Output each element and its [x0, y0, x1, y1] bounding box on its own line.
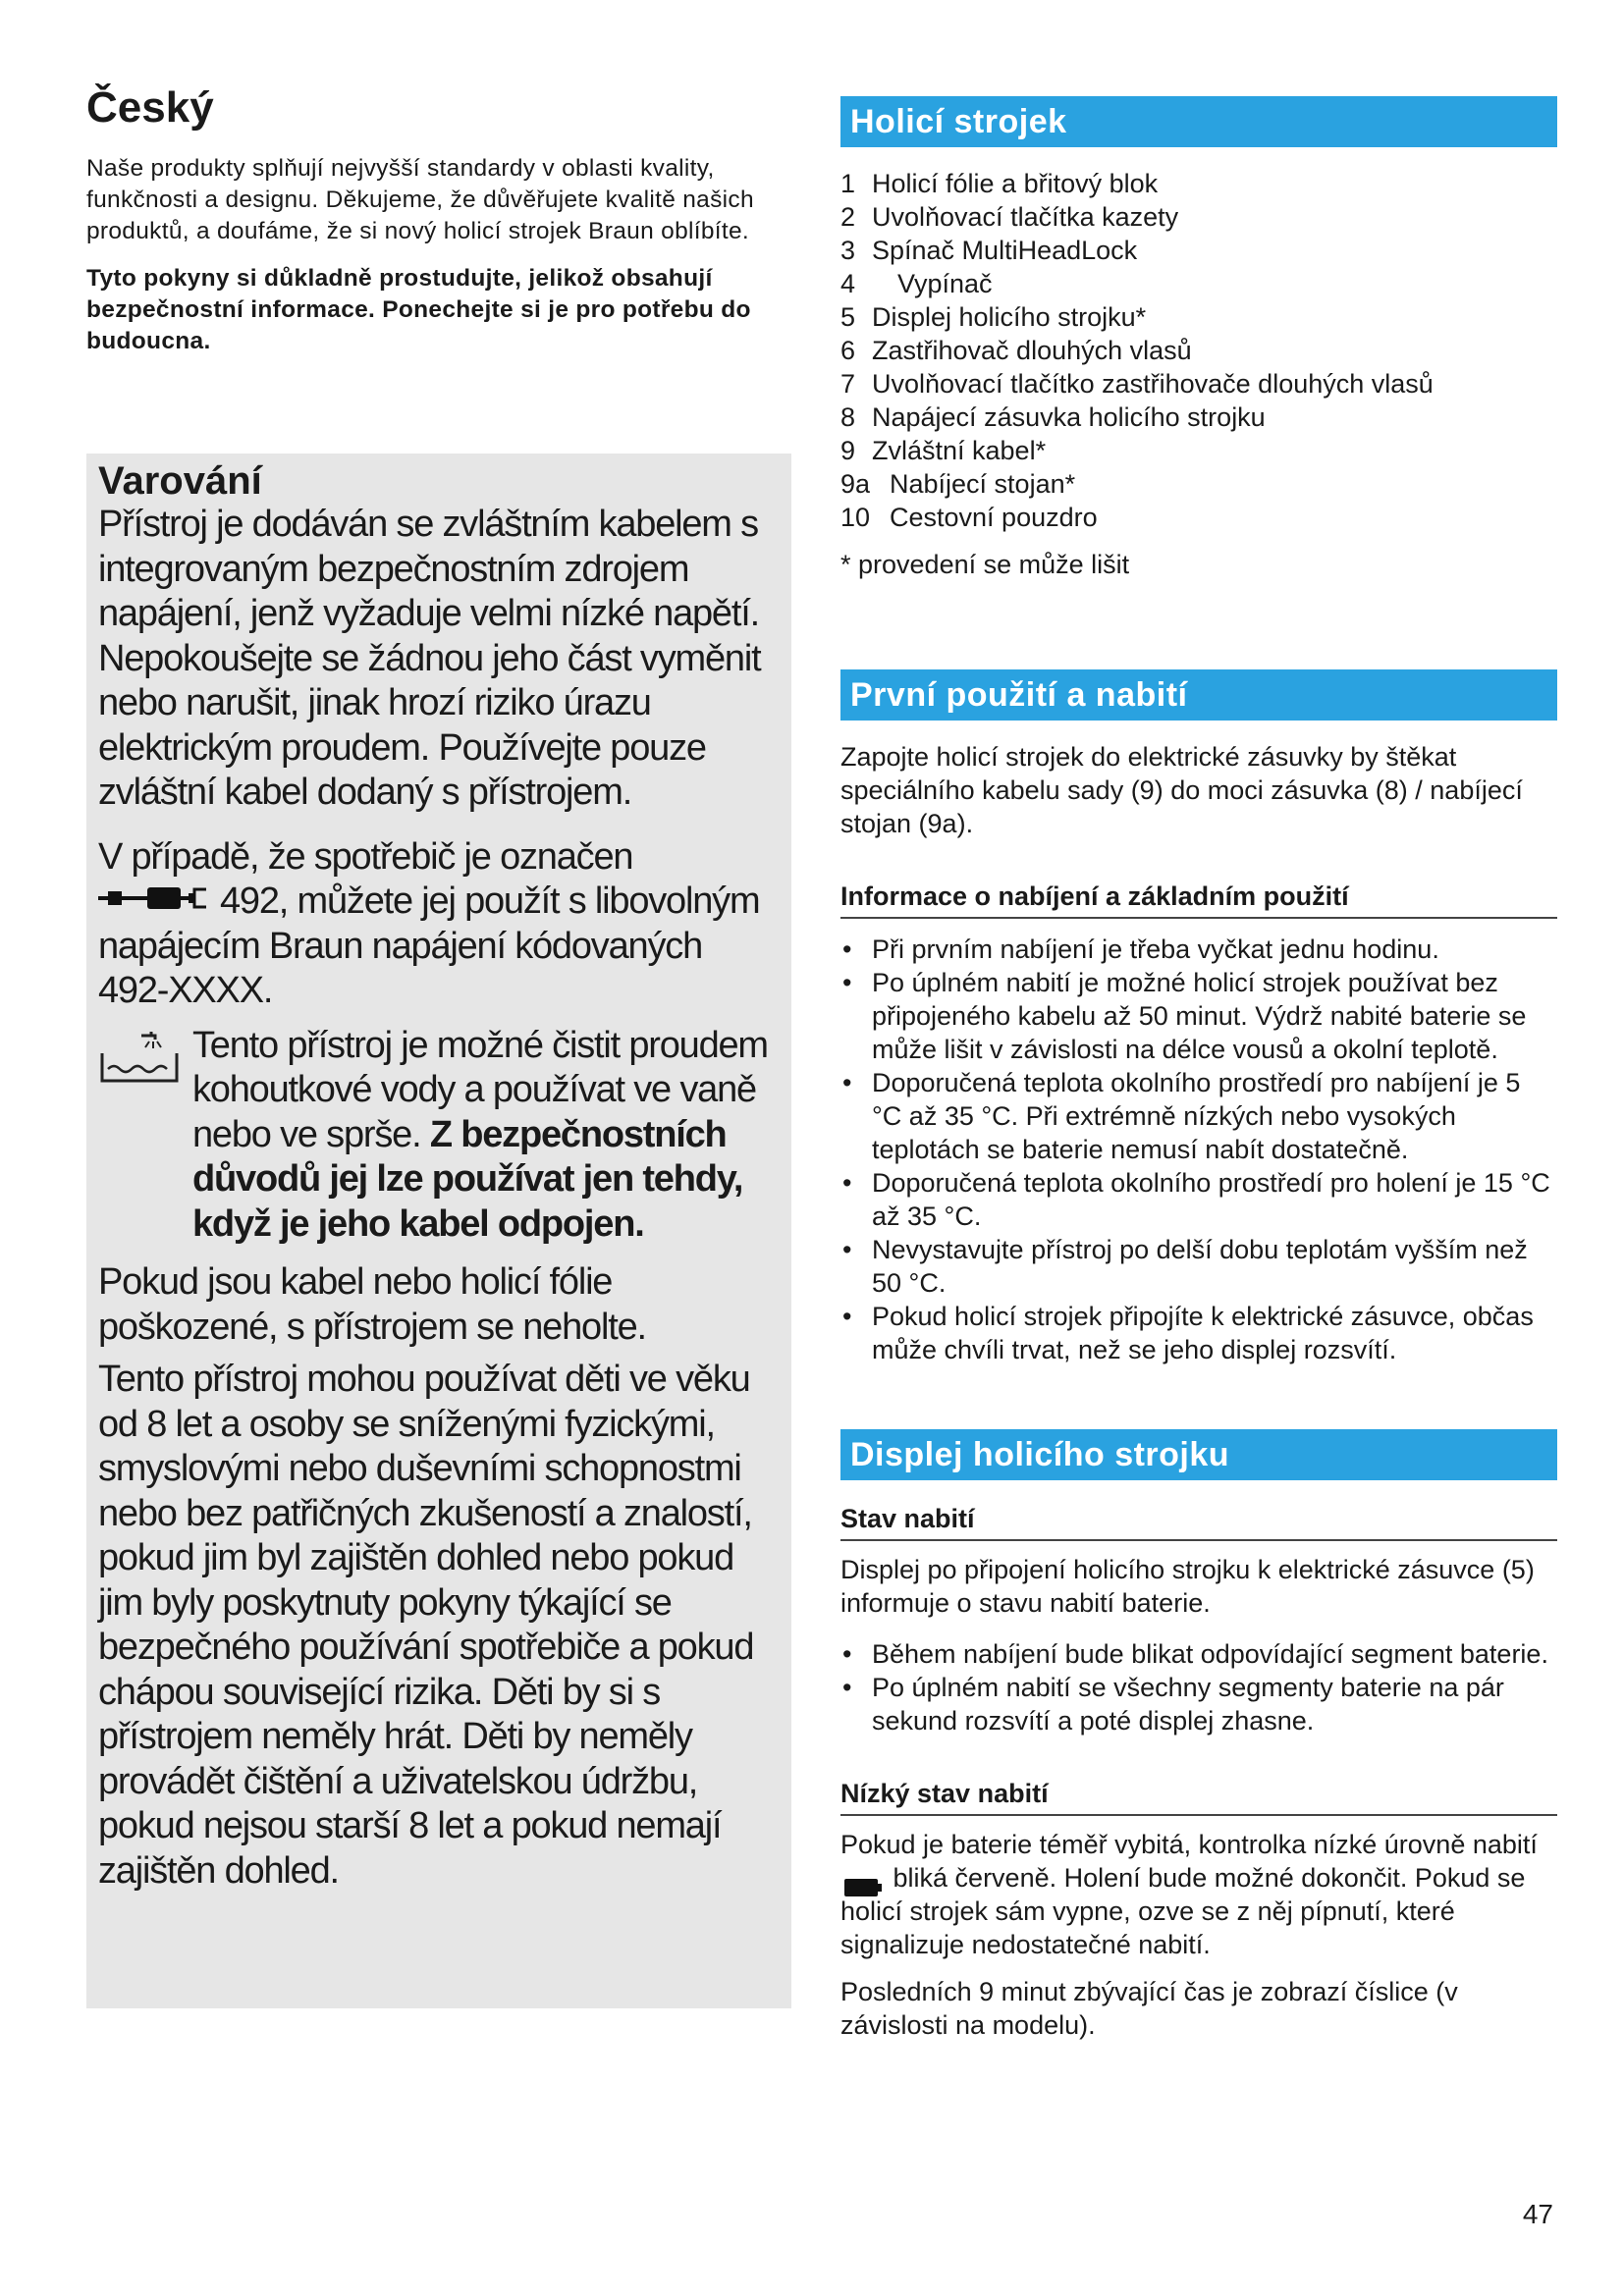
bullet-dot: • — [842, 968, 852, 997]
warning-box — [86, 454, 791, 2008]
parts-item-number: 2 — [840, 202, 856, 232]
bullet-item — [840, 1166, 1557, 1233]
parts-list-item — [840, 267, 1557, 300]
parts-list-item — [840, 300, 1557, 334]
bullet-item — [840, 933, 1557, 966]
parts-item-number: 5 — [840, 302, 856, 332]
water-safety-bold: Z bezpečnostních důvodů jej lze používat jen tehdy, když je jeho kabel odpojen. — [192, 1113, 743, 1245]
warning-paragraph-1: Přístroj je dodáván se zvláštním kabelem s integrovaným bezpečnostním zdrojem napájení, jenž vyžaduje velmi nízké napětí. Nepokoušejte se žádnou jeho část vyměnit nebo narušit, jinak hrozí riziko úrazu elektrickým proudem. Používejte pouze zvláštní kabel dodaný s přístrojem. — [98, 504, 761, 813]
parts-list-item — [840, 400, 1557, 434]
warning-paragraph-3: Pokud jsou kabel nebo holicí fólie poškozené, s přístrojem se neholte. — [98, 1261, 646, 1348]
section-heading-shaver: Holicí strojek — [840, 96, 1557, 147]
parts-item-number: 10 — [840, 503, 871, 532]
bullet-dot: • — [842, 1673, 852, 1702]
bullet-dot: • — [842, 1235, 852, 1264]
bullet-dot: • — [842, 1068, 852, 1097]
remaining-time-text: Posledních 9 minut zbývající čas je zobrazí číslice (v závislosti na modelu). — [840, 1977, 1458, 2040]
bullet-text: Po úplném nabití se všechny segmenty baterie na pár sekund rozsvítí a poté displej zhasne. — [872, 1673, 1504, 1735]
charge-status-text: Displej po připojení holicího strojku k elektrické zásuvce (5) informuje o stavu nabití baterie. — [840, 1555, 1535, 1618]
bullet-item — [840, 1300, 1557, 1366]
parts-item-label: Zastřihovač dlouhých vlasů — [872, 336, 1192, 365]
low-charge-text — [840, 1828, 1557, 1961]
parts-item-number: 1 — [840, 169, 856, 198]
parts-item-number: 7 — [840, 369, 856, 399]
bullet-dot: • — [842, 934, 852, 964]
parts-item-label: Holicí fólie a břitový blok — [872, 169, 1159, 198]
charge-status-subheading: Stav nabití — [840, 1502, 1557, 1541]
intro-bold-paragraph: Tyto pokyny si důkladně prostudujte, jelikož obsahují bezpečnostní informace. Ponechejte si je pro potřebu do budoucna. — [86, 265, 751, 355]
bullet-text: Pokud holicí strojek připojíte k elektrické zásuvce, občas může chvíli trvat, než se jeho displej rozsvítí. — [872, 1302, 1534, 1364]
parts-item-label: Zvláštní kabel* — [872, 436, 1047, 465]
bullet-dot: • — [842, 1168, 852, 1198]
page-number: 47 — [1522, 2199, 1553, 2229]
bullet-text: Po úplném nabití je možné holicí strojek používat bez připojeného kabelu až 50 minut. Výdrž nabité baterie se může lišit v závislosti na délce vousů a okolní teplotě. — [872, 968, 1527, 1064]
charging-info-subheading: Informace o nabíjení a základním použití — [840, 880, 1557, 919]
warning-title: Varování — [98, 459, 262, 503]
charging-bullets — [840, 933, 1557, 1366]
parts-list — [840, 167, 1557, 534]
water-safety-text — [192, 1024, 778, 1248]
parts-item-label: Uvolňovací tlačítka kazety — [872, 202, 1179, 232]
bullet-text: Doporučená teplota okolního prostředí pro nabíjení je 5 °C až 35 °C. Při extrémně nízkých nebo vysokých teplotách se baterie nemusí nabít dostatečně. — [872, 1068, 1521, 1164]
bullet-text: Nevystavujte přístroj po delší dobu teplotám vyšším než 50 °C. — [872, 1235, 1528, 1298]
parts-list-item — [840, 200, 1557, 234]
parts-list-item — [840, 234, 1557, 267]
intro-paragraph: Naše produkty splňují nejvyšší standardy v oblasti kvality, funkčnosti a designu. Děkujeme, že důvěřujete kvalitě našich produktů, a doufáme, že si nový holicí strojek Braun oblíbíte. — [86, 155, 754, 245]
parts-item-label: Napájecí zásuvka holicího strojku — [872, 402, 1266, 432]
low-charge-text-start: Pokud je baterie téměř vybitá, kontrolka nízké úrovně nabití — [840, 1830, 1538, 1859]
warning-paragraph-4: Tento přístroj mohou používat děti ve věku od 8 let a osoby se sníženými fyzickými, smyslovými nebo duševními schopnostmi nebo bez patřičných zkušeností a znalostí, pokud jim byl zajištěn dohled nebo pokud jim byly poskytnuty pokyny týkající se bezpečného používání spotřebiče a pokud chápou související rizika. Děti by si s přístrojem neměly hrát. Děti by neměly provádět čištění a uživatelskou údržbu, pokud nejsou starší 8 let a pokud nemají zajištěn dohled. — [98, 1359, 754, 1892]
bullet-item — [840, 1671, 1557, 1737]
water-safety-row — [98, 1024, 778, 1248]
warning-p2-start: V případě, že spotřebič je označen — [98, 835, 633, 878]
parts-list-item — [840, 501, 1557, 534]
display-bullets — [840, 1637, 1557, 1737]
parts-item-label: Vypínač — [897, 269, 993, 298]
warning-paragraph-2 — [98, 835, 778, 1014]
low-charge-text-end: bliká červeně. Holení bude možné dokončit. Pokud se holicí strojek sám vypne, ozve se z něj pípnutí, které signalizuje nedostatečné nabití. — [840, 1863, 1526, 1959]
bullet-dot: • — [842, 1639, 852, 1669]
battery-low-icon — [844, 1871, 882, 1889]
parts-list-item — [840, 367, 1557, 400]
section-heading-first-use: První použití a nabití — [840, 669, 1557, 721]
bullet-item — [840, 1233, 1557, 1300]
parts-item-label: Uvolňovací tlačítko zastřihovače dlouhých vlasů — [872, 369, 1434, 399]
parts-item-number: 6 — [840, 336, 856, 365]
bullet-item — [840, 1066, 1557, 1166]
parts-list-item — [840, 434, 1557, 467]
parts-list-item — [840, 167, 1557, 200]
bath-shower-icon — [98, 1024, 192, 1248]
bullet-text: Doporučená teplota okolního prostředí pro holení je 15 °C až 35 °C. — [872, 1168, 1550, 1231]
water-safety-normal: Tento přístroj je možné čistit proudem kohoutkové vody a používat ve vaně nebo ve sprše. — [192, 1024, 768, 1155]
parts-item-label: Displej holicího strojku* — [872, 302, 1147, 332]
language-title: Český — [86, 83, 214, 132]
parts-item-label: Nabíjecí stojan* — [890, 469, 1076, 499]
parts-item-label: Spínač MultiHeadLock — [872, 236, 1138, 265]
variant-note: * provedení se může lišit — [840, 550, 1130, 579]
bullet-text: Při prvním nabíjení je třeba vyčkat jednu hodinu. — [872, 934, 1439, 964]
power-plug-icon — [98, 880, 210, 909]
bullet-item — [840, 966, 1557, 1066]
parts-item-number: 9a — [840, 469, 871, 499]
bullet-text: Během nabíjení bude blikat odpovídající segment baterie. — [872, 1639, 1548, 1669]
first-use-text: Zapojte holicí strojek do elektrické zásuvky by štěkat speciálního kabelu sady (9) do moci zásuvka (8) / nabíjecí stojan (9a). — [840, 742, 1523, 838]
right-column — [840, 96, 1557, 2042]
parts-item-number: 9 — [840, 436, 856, 465]
parts-item-number: 4 — [840, 269, 856, 298]
parts-list-item — [840, 467, 1557, 501]
parts-item-number: 3 — [840, 236, 856, 265]
warning-p2-end: 492, můžete jej použít s libovolným napájecím Braun napájení kódovaných 492-XXXX. — [98, 881, 760, 1011]
bullet-dot: • — [842, 1302, 852, 1331]
parts-item-label: Cestovní pouzdro — [890, 503, 1098, 532]
bullet-item — [840, 1637, 1557, 1671]
parts-item-number: 8 — [840, 402, 856, 432]
section-heading-display: Displej holicího strojku — [840, 1429, 1557, 1480]
low-charge-subheading: Nízký stav nabití — [840, 1777, 1557, 1816]
intro-section — [86, 84, 793, 357]
parts-list-item — [840, 334, 1557, 367]
